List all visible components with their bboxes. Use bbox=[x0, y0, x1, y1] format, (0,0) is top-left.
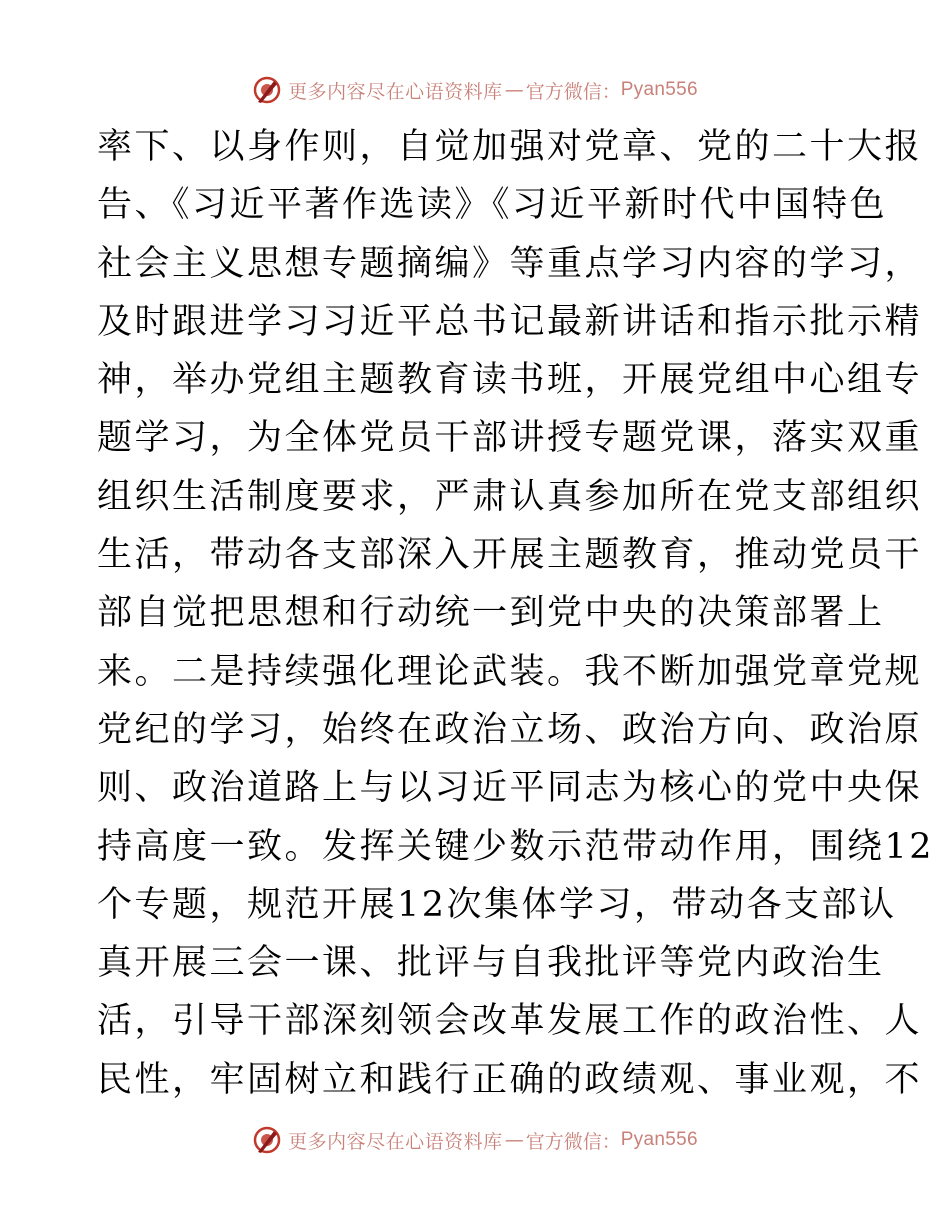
body-line: 个专题，规范开展12次集体学习，带动各支部认 bbox=[97, 884, 897, 925]
body-line: 神，举办党组主题教育读书班，开展党组中心组专 bbox=[97, 360, 923, 401]
body-line: 来。二是持续强化理论武装。我不断加强党章党规 bbox=[97, 651, 923, 692]
watermark-text: 更多内容尽在心语资料库 bbox=[288, 1130, 503, 1153]
body-line: 率下、以身作则，自觉加强对党章、党的二十大报 bbox=[97, 127, 923, 167]
body-line: 生活，带动各支部深入开展主题教育，推动党员干 bbox=[97, 535, 923, 576]
watermark-wechat-label: 官方微信： bbox=[525, 1130, 621, 1153]
body-line: 部自觉把思想和行动统一到党中央的决策部署上 bbox=[97, 593, 885, 634]
quill-logo-icon bbox=[252, 75, 282, 105]
body-line: 则、政治道路上与以习近平同志为核心的党中央保 bbox=[97, 768, 923, 809]
watermark-wechat-label: 官方微信： bbox=[525, 80, 621, 103]
watermark-text: 更多内容尽在心语资料库 bbox=[288, 80, 503, 103]
watermark-dash: — bbox=[504, 79, 524, 101]
body-line: 题学习，为全体党员干部讲授专题党课，落实双重 bbox=[97, 418, 923, 459]
body-line: 及时跟进学习习近平总书记最新讲话和指示批示精 bbox=[97, 301, 923, 342]
document-body bbox=[97, 118, 935, 1109]
footer-watermark bbox=[0, 1120, 950, 1160]
body-line: 社会主义思想专题摘编》等重点学习内容的学习， bbox=[97, 243, 923, 284]
watermark-handle: Pyan556 bbox=[620, 79, 698, 100]
body-line: 党纪的学习，始终在政治立场、政治方向、政治原 bbox=[97, 709, 923, 750]
body-line: 活，引导干部深刻领会改革发展工作的政治性、人 bbox=[97, 1001, 923, 1042]
body-line: 告、《习近平著作选读》《习近平新时代中国特色 bbox=[97, 185, 888, 226]
watermark-dash: — bbox=[504, 1129, 524, 1151]
watermark-handle: Pyan556 bbox=[620, 1129, 698, 1150]
body-line: 民性，牢固树立和践行正确的政绩观、事业观，不 bbox=[97, 1059, 923, 1100]
quill-logo-icon bbox=[252, 1125, 282, 1155]
body-line: 持高度一致。发挥关键少数示范带动作用，围绕12 bbox=[97, 826, 935, 867]
body-line: 真开展三会一课、批评与自我批评等党内政治生 bbox=[97, 943, 885, 984]
body-line: 组织生活制度要求，严肃认真参加所在党支部组织 bbox=[97, 476, 923, 517]
header-watermark bbox=[0, 70, 950, 110]
